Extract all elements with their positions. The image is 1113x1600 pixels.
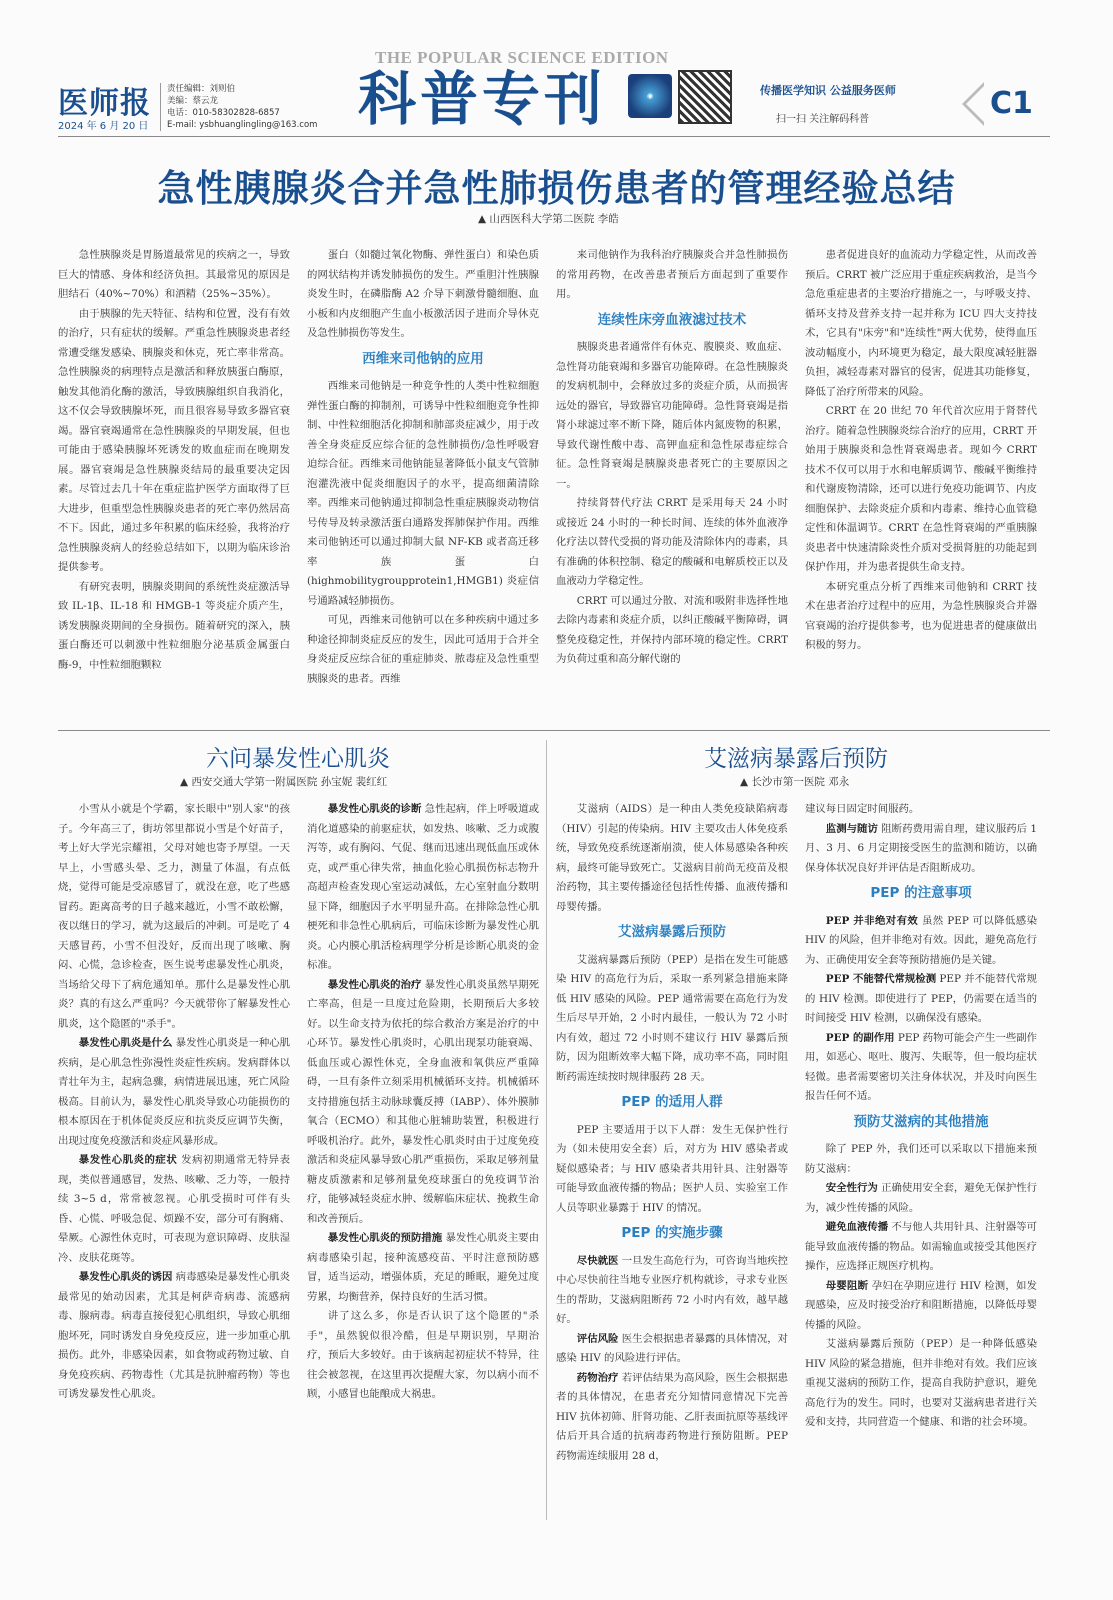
note-item xyxy=(805,970,1037,1029)
step-text: 一旦发生高危行为，可咨询当地疾控中心尽快前往当地专业医疗机构就诊，寻求专业医生的帮助，艾滋病阻断药 72 小时内有效，越早越好。 xyxy=(556,1254,788,1325)
qa-heading: 暴发性心肌炎的诱因 xyxy=(78,1271,173,1283)
article3-column-2 xyxy=(805,800,1037,1520)
step-item xyxy=(556,1330,788,1369)
qr-code-icon[interactable] xyxy=(678,70,732,124)
editor-line: 电话：010-58302828-6857 xyxy=(167,108,280,118)
measure-text: 孕妇在孕期应进行 HIV 检测，如发现感染，应及时接受治疗和阻断措施，以降低母婴传播的风险。 xyxy=(805,1279,1037,1331)
paragraph: 持续肾替代疗法 CRRT 是采用每天 24 小时或接近 24 小时的一种长时间、连续的体外血液净化疗法以替代受损的肾功能及清除体内的毒素，具有准确的体积控制、稳定的酸碱和电解质校正以及血液动力学稳定性。 xyxy=(556,497,788,587)
step-item xyxy=(556,1252,788,1330)
step-heading: 药物治疗 xyxy=(576,1371,619,1384)
paragraph: 蛋白（如髓过氧化物酶、弹性蛋白）和染色质的网状结构并诱发肺损伤的发生。严重胆汁性胰腺炎发生时，在磷脂酶 A2 介导下刺激骨髓细胞、血小板和内皮细胞产生血小板激活因子进而介导休克及急性肺损伤等发生。 xyxy=(307,249,539,339)
measure-text: 正确使用安全套，避免无保护性行为，减少性传播的风险。 xyxy=(805,1182,1037,1214)
paragraph: 艾滋病暴露后预防（PEP）是指在发生可能感染 HIV 的高危行为后，采取一系列紧急措施来降低 HIV 感染的风险。PEP 通常需要在高危行为发生后尽早开始，2 小时内最佳，一般认为 72 小时内有效，超过 72 小时则不建议行 HIV 暴露后预防，因为阻断效率大幅下降，成功率不高，同时阻断药需连续按时规律服药 28 天。 xyxy=(556,953,788,1083)
measure-item xyxy=(805,1277,1037,1336)
article1-headline: 急性胰腺炎合并急性肺损伤患者的管理经验总结 xyxy=(157,167,956,210)
paragraph: CRRT 可以通过分散、对流和吸附非选择性地去除内毒素和炎症介质，以纠正酸碱平衡障碍，调整免疫稳定性，并保持内部环境的稳定性。CRRT 为负荷过重和高分解代谢的 xyxy=(556,594,788,665)
paragraph: 讲了这么多，你是否认识了这个隐匿的"杀手"，虽然貌似很冷酷，但是早期识别，早期治疗，预后大多较好。由于该病起初症状不特异，往往会被忽视，在这里再次提醒大家，勿以病小而不顾，小感冒也能酿成大祸患。 xyxy=(307,1310,539,1400)
paragraph: PEP 主要适用于以下人群：发生无保护性行为（如未使用安全套）后，对方为 HIV 感染者或疑似感染者；与 HIV 感染者共用针具、注射器等可能导致血液传播的物品；医护人员、实验室工作人员等职业暴露于 HIV 的情况。 xyxy=(556,1123,788,1214)
step-item xyxy=(805,820,1037,879)
qa-item xyxy=(307,800,539,976)
measure-item xyxy=(805,1218,1037,1277)
page-number: C1 xyxy=(990,86,1033,121)
subheading: 西维来司他钠的应用 xyxy=(362,350,484,367)
paragraph: 除了 PEP 外，我们还可以采取以下措施来预防艾滋病： xyxy=(805,1143,1037,1175)
editor-line: 责任编辑：刘则伯 xyxy=(167,84,236,94)
measure-text: 不与他人共用针具、注射器等可能导致血液传播的物品。如需输血或接受其他医疗操作，应选择正规医疗机构。 xyxy=(805,1221,1037,1272)
step-item xyxy=(556,1369,788,1467)
qa-heading: 暴发性心肌炎的预防措施 xyxy=(327,1232,443,1244)
article2-column-2 xyxy=(307,800,539,1520)
article1-byline: ▲ 山西医科大学第二医院 李皓 xyxy=(478,213,619,225)
article3-headline: 艾滋病暴露后预防 xyxy=(704,746,888,772)
note-heading: PEP 并非绝对有效 xyxy=(825,914,919,927)
note-item xyxy=(805,1029,1037,1107)
paragraph: 来司他钠作为我科治疗胰腺炎合并急性肺损伤的常用药物，在改善患者预后方面起到了重要作用。 xyxy=(556,249,788,300)
paragraph: 患者促进良好的血流动力学稳定性，从而改善预后。CRRT 被广泛应用于重症疾病救治，是当今急危重症患者的主要治疗措施之一，与呼吸支持、循环支持及营养支持一起并称为 ICU 四大支持技术，它具有"床旁"和"连续性"两大优势，使得血压波动幅度小，内环境更为稳定，最大限度减轻脏器负担，减轻毒素对器官的侵害，促进其功能修复，降低了治疗所带来的风险。 xyxy=(805,249,1037,398)
note-heading: PEP 不能替代常规检测 xyxy=(825,973,937,985)
subheading: 连续性床旁血液滤过技术 xyxy=(597,311,747,328)
article2-column-1 xyxy=(58,800,290,1520)
paragraph: 小雪从小就是个学霸，家长眼中"别人家"的孩子。今年高三了，街坊邻里都说小雪是个好苗子，考上好大学光宗耀祖，父母对她也寄予厚望。一天早上，小雪感头晕、乏力，测量了体温，有点低烧，觉得可能是受凉感冒了，就没在意，吃了些感冒药。距离高考的日子越来越近，小雪不敢松懈，夜以继日的学习，就为这最后的冲刺。可是吃了 4 天感冒药，小雪不但没好，反而出现了咳嗽、胸闷、心慌，急诊检查，医生说考虑暴发性心肌炎，当场给父母下了病危通知单。那什么是暴发性心肌炎？真的有这么严重吗？今天就带你了解暴发性心肌炎，这个隐匿的"杀手"。 xyxy=(58,803,290,1030)
qa-text: 急性起病，伴上呼吸道或消化道感染的前驱症状，如发热、咳嗽、乏力或腹泻等，或有胸闷、气促、继而迅速出现低血压或休克，或严重心律失常，抽血化验心肌损伤标志物升高超声检查发现心室运动减低，左心室射血分数明显下降，细胞因子水平明显升高。在排除急性心肌梗死和非急性心肌病后，可临床诊断为暴发性心肌炎。心内膜心肌活检病理学分析是诊断心肌炎的金标准。 xyxy=(307,803,539,971)
qa-heading: 暴发性心肌炎的诊断 xyxy=(327,803,422,815)
step-heading: 尽快就医 xyxy=(576,1254,619,1267)
paragraph: 建议每日固定时间服药。 xyxy=(805,803,920,815)
page-chevron-inner xyxy=(966,84,986,124)
note-text: PEP 并不能替代常规的 HIV 检测。即使进行了 PEP，仍需要在适当的时间接受 HIV 检测，以确保没有感染。 xyxy=(805,973,1037,1024)
paragraph: 本研究重点分析了西维来司他钠和 CRRT 技术在患者治疗过程中的应用，为急性胰腺炎合并器官衰竭的治疗提供参考，也为促进患者的健康做出积极的努力。 xyxy=(805,580,1037,651)
article3-column-1 xyxy=(556,800,788,1520)
subheading: 预防艾滋病的其他措施 xyxy=(853,1113,989,1130)
measure-heading: 母婴阻断 xyxy=(825,1279,869,1292)
masthead-divider xyxy=(58,136,1050,137)
note-text: PEP 药物可能会产生一些副作用，如恶心、呕吐、腹泻、失眠等，但一般均症状轻微。患者需要密切关注身体状况，并及时向医生报告任何不适。 xyxy=(805,1031,1037,1102)
slogan: 传播医学知识 公益服务医师 xyxy=(760,84,896,97)
qa-text: 暴发性心肌炎虽然早期死亡率高，但是一旦度过危险期，长期预后大多较好。以生命支持为依托的综合救治方案是治疗的中心环节。暴发性心肌炎时，心肌出现泵功能衰竭、低血压或心源性休克，全身血液和氧供应严重障碍，一旦有条件立刻采用机械循环支持。机械循环支持措施包括主动脉球囊反搏（IABP）、体外膜肺氧合（ECMO）和其他心脏辅助装置，积极进行呼吸机治疗。此外，暴发性心肌炎时由于过度免疫激活和炎症风暴导致心肌严重损伤，采取足够剂量糖皮质激素和足够剂量免疫球蛋白的免疫调节治疗，能够减轻炎症水肿、缓解临床症状、挽救生命和改善预后。 xyxy=(307,978,539,1225)
paragraph: 可见，西维来司他钠可以在多种疾病中通过多种途径抑制炎症反应的发生，因此可适用于合并全身炎症反应综合征的重症肺炎、脓毒症及急性重型胰腺炎的患者。西维 xyxy=(307,614,539,685)
qa-item xyxy=(58,1034,290,1151)
step-text: 若评估结果为高风险，医生会根据患者的具体情况，在患者充分知情同意情况下完善 HIV 抗体初筛、肝肾功能、乙肝表面抗原等基线评估后开具合适的抗病毒药物进行预防阻断。PEP 药物需连续服用 28 d， xyxy=(556,1371,788,1462)
qa-text: 发病初期通常无特异表现，类似普通感冒，发热、咳嗽、乏力等，一般持续 3~5 d，常常被忽视。心肌受损时可伴有头昏、心慌、呼吸急促、烦躁不安，部分可有胸痛、晕厥。心源性休克时，可表现为意识障碍、皮肤湿冷、皮肤花斑等。 xyxy=(58,1154,290,1264)
editor-line: E-mail: ysbhuanglingling@163.com xyxy=(167,120,318,130)
article2-byline: ▲ 西安交通大学第一附属医院 孙宝妮 裴红红 xyxy=(180,776,388,788)
section-title: 科普专刊 xyxy=(358,65,607,133)
paragraph: 有研究表明，胰腺炎期间的系统性炎症激活导致 IL-1β、IL-18 和 HMGB-1 等炎症介质产生，诱发胰腺炎期间的全身损伤。随着研究的深入，胰蛋白酶还可以刺激中性粒细胞分泌基质金属蛋白酶-9，中性粒细胞颗粒 xyxy=(58,580,290,671)
subheading: PEP 的实施步骤 xyxy=(621,1225,723,1241)
qa-heading: 暴发性心肌炎是什么 xyxy=(78,1037,173,1049)
article3-byline: ▲ 长沙市第一医院 邓永 xyxy=(740,776,850,788)
qa-text: 病毒感染是暴发性心肌炎最常见的始动因素，尤其是柯萨奇病毒、流感病毒、腺病毒。病毒直接侵犯心肌组织，导致心肌细胞坏死，同时诱发自身免疫反应，进一步加重心肌损伤。此外，非感染因素，如食物或药物过敏、自身免疫疾病、药物毒性（尤其是抗肿瘤药物）等也可诱发暴发性心肌炎。 xyxy=(58,1271,290,1400)
paragraph: 艾滋病（AIDS）是一种由人类免疫缺陷病毒（HIV）引起的传染病。HIV 主要攻击人体免疫系统，导致免疫系统逐渐崩溃，使人体易感染各种疾病，最终可能导致死亡。艾滋病目前尚无疫苗及根治药物，其主要传播途径包括性传播、血液传播和母婴传播。 xyxy=(556,803,788,913)
step-heading: 监测与随访 xyxy=(825,822,878,835)
qa-item xyxy=(58,1268,290,1405)
article-separator xyxy=(546,740,547,1520)
paragraph: 西维来司他钠是一种竞争性的人类中性粒细胞弹性蛋白酶的抑制剂，可诱导中性粒细胞竞争性抑制、中性粒细胞活化抑制和肺部炎症减少，用于改善全身炎症反应综合征的急性肺损伤/急性呼吸窘迫综合征。西维来司他钠能显著降低小鼠支气管肺泡灌洗液中促炎细胞因子的水平，提高细菌清除率。西维来司他钠通过抑制急性重症胰腺炎动物信号传导及转录激活蛋白通路发挥肺保护作用。西维来司他钠还可以通过抑制大鼠 NF-KB 或者高迁移率族蛋白 (highmobilitygroupprotein1,HMGB1) 炎症信号通路减轻肺损伤。 xyxy=(307,380,539,607)
measure-heading: 避免血液传播 xyxy=(825,1221,889,1233)
qa-heading: 暴发性心肌炎的症状 xyxy=(78,1154,178,1166)
qa-item xyxy=(307,976,539,1230)
subheading: PEP 的适用人群 xyxy=(621,1094,723,1110)
step-heading: 评估风险 xyxy=(576,1332,619,1345)
subheading: 艾滋病暴露后预防 xyxy=(618,924,726,940)
scan-hint: 扫一扫 关注解码科普 xyxy=(776,114,870,125)
paragraph: 由于胰腺的先天特征、结构和位置，没有有效的治疗，只有症状的缓解。严重急性胰腺炎患者经常遭受继发感染、胰腺炎和休克，死亡率非常高。急性胰腺炎的病理特点是激活和释放胰蛋白酶原，触发其他消化酶的激活，导致胰腺组织自我消化，这不仅会导致胰腺坏死，而且很容易导致多器官衰竭。器官衰竭通常在急性胰腺炎的早期发展，但也可能由于感染胰腺坏死诱发的败血症而在晚期发展。器官衰竭是急性胰腺炎结局的最重要决定因素。尽管过去几十年在重症监护医学方面取得了巨大进步，但重型急性胰腺炎患者的死亡率仍然居高不下。因此，通过多年积累的临床经验，我将治疗急性胰腺炎病人的经验总结如下，以期为临床诊治提供参考。 xyxy=(58,307,290,573)
paragraph: 艾滋病暴露后预防（PEP）是一种降低感染 HIV 风险的紧急措施，但并非绝对有效。我们应该重视艾滋病的预防工作，提高自我防护意识，避免高危行为的发生。同时，也要对艾滋病患者进行关爱和支持，共同营造一个健康、和谐的社会环境。 xyxy=(805,1338,1037,1428)
note-item xyxy=(805,912,1037,971)
editor-line: 美编：蔡云龙 xyxy=(167,96,219,106)
qa-item xyxy=(307,1229,539,1307)
masthead xyxy=(0,0,1113,140)
note-heading: PEP 的副作用 xyxy=(825,1031,895,1044)
qa-text: 暴发性心肌炎主要由病毒感染引起，接种流感疫苗、平时注意预防感冒，适当运动，增强体质，充足的睡眠，避免过度劳累，均衡营养，保持良好的生活习惯。 xyxy=(307,1232,539,1303)
paragraph: 胰腺炎患者通常伴有休克、腹膜炎、败血症、急性肾功能衰竭和多器官功能障碍。在急性胰腺炎的发病机制中，会释放过多的炎症介质，从而损害远处的器官，导致器官功能障碍。急性肾衰竭是指肾小球滤过率不断下降，随后体内氮废物的积累，导致代谢性酸中毒、高钾血症和急性尿毒症综合征。急性肾衰竭是胰腺炎患者死亡的主要原因之一。 xyxy=(556,341,788,490)
measure-item xyxy=(805,1179,1037,1218)
english-section-title: THE POPULAR SCIENCE EDITION xyxy=(375,48,669,67)
article1-column-3 xyxy=(556,246,788,722)
article2-headline: 六问暴发性心肌炎 xyxy=(206,746,390,772)
qa-item xyxy=(58,1151,290,1268)
issue-date: 2024 年 6 月 20 日 xyxy=(58,121,149,132)
step-text: 医生会根据患者暴露的具体情况，对感染 HIV 的风险进行评估。 xyxy=(556,1332,788,1364)
article1-column-2 xyxy=(307,246,539,722)
qa-text: 暴发性心肌炎是一种心肌疾病，是心肌急性弥漫性炎症性疾病。发病群体以青壮年为主，起病急骤，病情进展迅速，死亡风险极高。目前认为，暴发性心肌炎导致心功能损伤的根本原因在于机体促炎反应和抗炎反应调节失衡，出现过度免疫激活和炎症风暴形成。 xyxy=(58,1037,290,1147)
article1-column-4 xyxy=(805,246,1037,722)
subheading: PEP 的注意事项 xyxy=(870,885,972,901)
paragraph: 急性胰腺炎是胃肠道最常见的疾病之一，导致巨大的情感、身体和经济负担。其最常见的原因是胆结石（40%~70%）和酒精（25%~35%）。 xyxy=(58,249,290,300)
newspaper-logo: 医师报 xyxy=(58,86,151,121)
editor-info xyxy=(160,83,317,131)
article1-divider xyxy=(58,730,1050,731)
step-text: 阻断药费用需自理，建议服药后 1 月、3 月、6 月定期接受医生的监测和随访，以确保身体状况良好并评估是否阻断成功。 xyxy=(805,822,1037,874)
qa-heading: 暴发性心肌炎的治疗 xyxy=(327,978,422,991)
paragraph: CRRT 在 20 世纪 70 年代首次应用于肾替代治疗。随着急性胰腺炎综合治疗的应用，CRRT 开始用于胰腺炎和急性肾衰竭患者。现如今 CRRT 技术不仅可以用于水和电解质调节、酸碱平衡维持和代谢废物清除，还可以进行免疫功能调节、内皮细胞保护、去除炎症介质和内毒素、维持心血管稳定性和体温调节。CRRT 在急性肾衰竭的严重胰腺炎患者中快速清除炎性介质对受损肾脏的功能起到保护作用，并为患者提供生命支持。 xyxy=(805,405,1037,573)
article1-column-1 xyxy=(58,246,290,722)
note-text: 虽然 PEP 可以降低感染 HIV 的风险，但并非绝对有效。因此，避免高危行为、正确使用安全套等预防措施仍是关键。 xyxy=(805,914,1037,966)
brand-badge-icon: ◉ xyxy=(628,74,672,118)
measure-heading: 安全性行为 xyxy=(825,1182,878,1194)
